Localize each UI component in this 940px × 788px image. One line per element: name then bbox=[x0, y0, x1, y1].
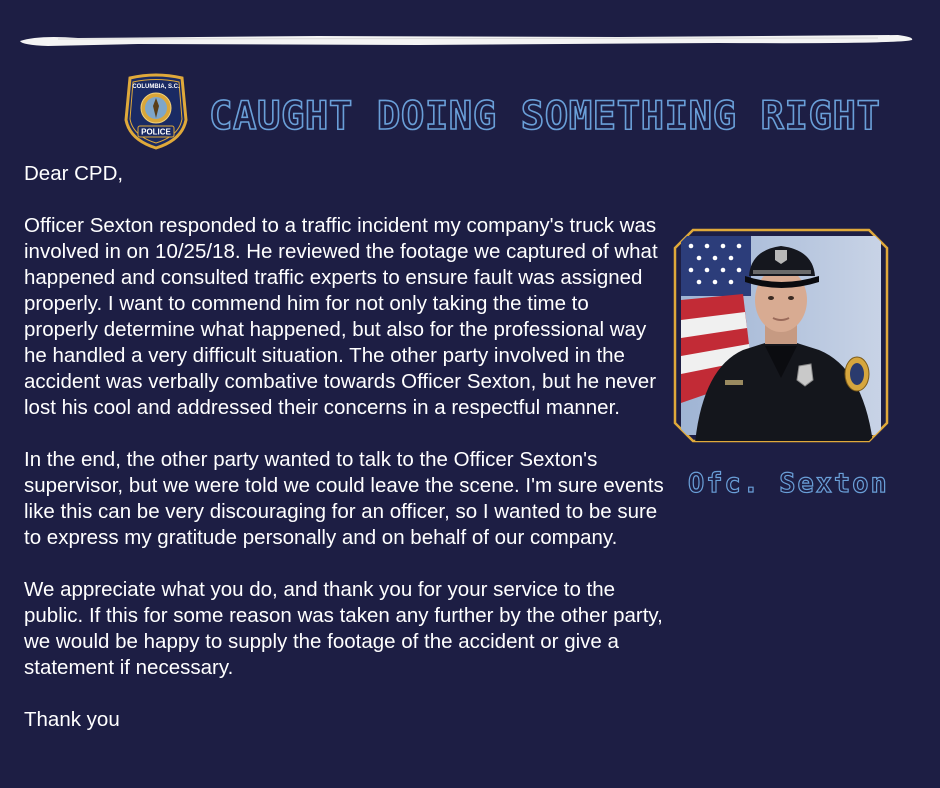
letter-closing: Thank you bbox=[24, 708, 120, 731]
letter-greeting: Dear CPD, bbox=[24, 162, 124, 185]
page-title: CAUGHT DOING SOMETHING RIGHT bbox=[209, 94, 881, 139]
police-badge-logo bbox=[122, 72, 190, 150]
letter-body bbox=[24, 161, 664, 733]
officer-photo bbox=[673, 228, 889, 443]
brush-stroke-divider bbox=[18, 33, 916, 47]
officer-caption: Ofc. Sexton bbox=[688, 468, 889, 499]
badge-city-text: COLUMBIA, S.C. bbox=[132, 84, 180, 90]
letter-paragraph-3: We appreciate what you do, and thank you for your service to the public. If this for some reason was taken any further by the other party, we would be happy to supply the footage of the accident or give a statement if necessary. bbox=[24, 578, 663, 679]
badge-police-text: POLICE bbox=[141, 127, 171, 137]
letter-paragraph-1: Officer Sexton responded to a traffic incident my company's truck was involved in on 10/25/18. He reviewed the footage we captured of what happened and consulted traffic experts to ensure fault was assigned properly. I want to commend him for not only taking the time to properly determine what happened, but also for the professional way he handled a very difficult situation. The other party involved in the accident was verbally combative towards Officer Sexton, but he never lost his cool and addressed their concerns in a respectful manner. bbox=[24, 214, 658, 419]
letter-paragraph-2: In the end, the other party wanted to talk to the Officer Sexton's supervisor, but we were told we could leave the scene. I'm sure events like this can be very discouraging for an officer, so I wanted to be sure to express my gratitude personally and on behalf of our company. bbox=[24, 448, 664, 549]
